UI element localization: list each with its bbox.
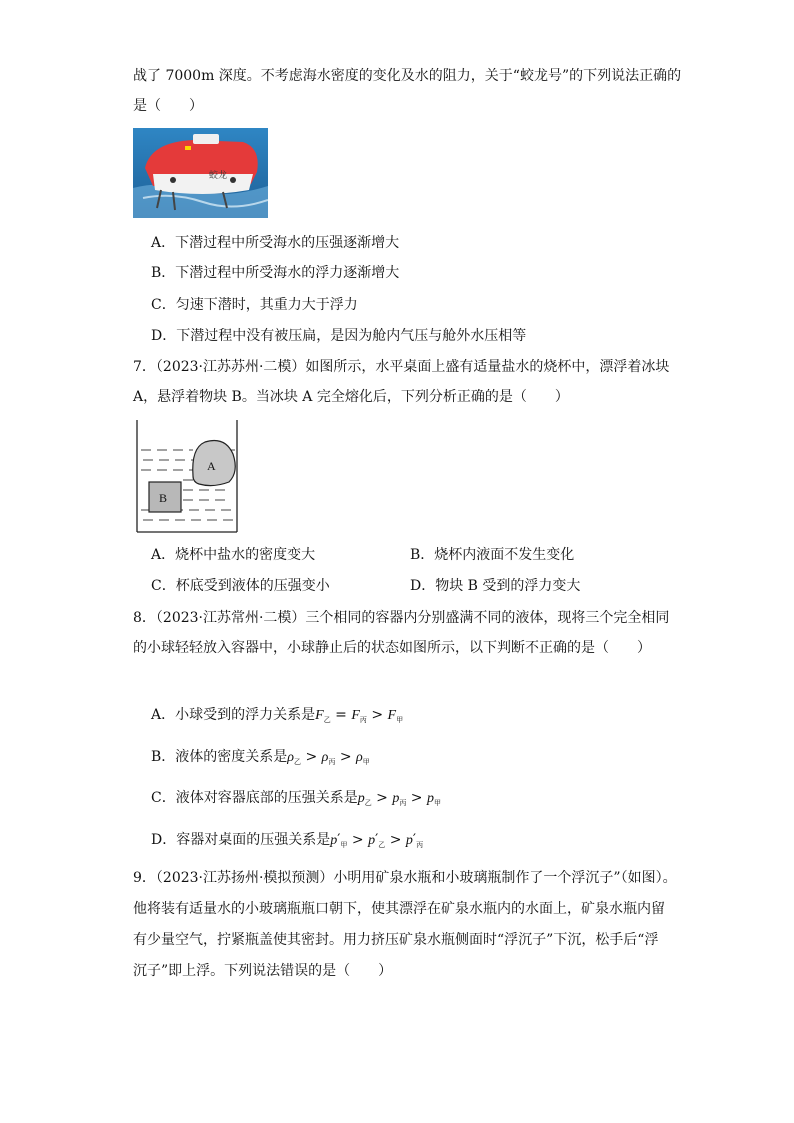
- q9-stem-line1: 9．（2023·江苏扬州·模拟预测）小明用矿泉水瓶和小玻璃瓶制作了一个浮沉子”（如图）。: [133, 870, 677, 886]
- q6-option-a: A．下潜过程中所受海水的压强逐渐增大: [151, 235, 400, 251]
- q7-option-d: D．物块 B 受到的浮力变大: [410, 578, 581, 594]
- q8-option-d-text: D．容器对桌面的压强关系是: [151, 832, 331, 848]
- q8-stem-line1: 8．（2023·江苏常州·二模）三个相同的容器内分别盛满不同的液体，现将三个完全相同: [133, 610, 670, 626]
- q8-option-b: B．液体的密度关系是$\rho_乙 > \rho_丙 > \rho_甲$: [151, 749, 370, 766]
- q6-stem-line1: 战了 7000m 深度。不考虑海水密度的变化及水的阻力，关于“蛟龙号”的下列说法正确的: [133, 68, 682, 84]
- q8-option-c: C．液体对容器底部的压强关系是$p_乙 > p_丙 > p_甲$: [151, 790, 441, 807]
- submersible-name-text: 蛟龙: [209, 171, 228, 181]
- q6-stem-line2: 是（ ）: [133, 98, 203, 114]
- q8-option-c-text: C．液体对容器底部的压强关系是: [151, 790, 358, 806]
- q6-option-b: B．下潜过程中所受海水的浮力逐渐增大: [151, 265, 400, 281]
- beaker-diagram: [133, 418, 241, 536]
- label-b: B: [159, 491, 168, 505]
- q7-stem-line1: 7．（2023·江苏苏州·二模）如图所示，水平桌面上盛有适量盐水的烧杯中，漂浮着冰块: [133, 359, 670, 375]
- q6-option-d: D．下潜过程中没有被压扁，是因为舱内气压与舱外水压相等: [151, 328, 527, 344]
- q8-stem-line2: 的小球轻轻放入容器中，小球静止后的状态如图所示，以下判断不正确的是（ ）: [133, 640, 651, 656]
- q7-stem-line2: A，悬浮着物块 B。当冰块 A 完全熔化后，下列分析正确的是（ ）: [133, 389, 569, 405]
- q8-option-a-text: A．小球受到的浮力关系是: [151, 707, 316, 723]
- q6-option-c: C．匀速下潜时，其重力大于浮力: [151, 297, 358, 313]
- q8-option-a: A．小球受到的浮力关系是$F_乙 = F_丙 > F_甲$: [151, 707, 404, 724]
- label-a: A: [207, 459, 216, 473]
- q7-option-a: A．烧杯中盐水的密度变大: [151, 547, 316, 563]
- q9-stem-line4: 沉子”即上浮。下列说法错误的是（ ）: [133, 963, 393, 979]
- q8-option-b-text: B．液体的密度关系是: [151, 749, 288, 765]
- submersible-photo: [133, 128, 268, 218]
- q9-stem-line3: 有少量空气，拧紧瓶盖使其密封。用力挤压矿泉水瓶侧面时“浮沉子”下沉，松手后“浮: [133, 932, 659, 948]
- q7-option-c: C．杯底受到液体的压强变小: [151, 578, 330, 594]
- q9-stem-line2: 他将装有适量水的小玻璃瓶瓶口朝下，使其漂浮在矿泉水瓶内的水面上，矿泉水瓶内留: [133, 901, 665, 917]
- q7-option-b: B．烧杯内液面不发生变化: [410, 547, 575, 563]
- q8-option-d: D．容器对桌面的压强关系是$p'_甲 > p'_乙 > p'_丙$: [151, 832, 424, 849]
